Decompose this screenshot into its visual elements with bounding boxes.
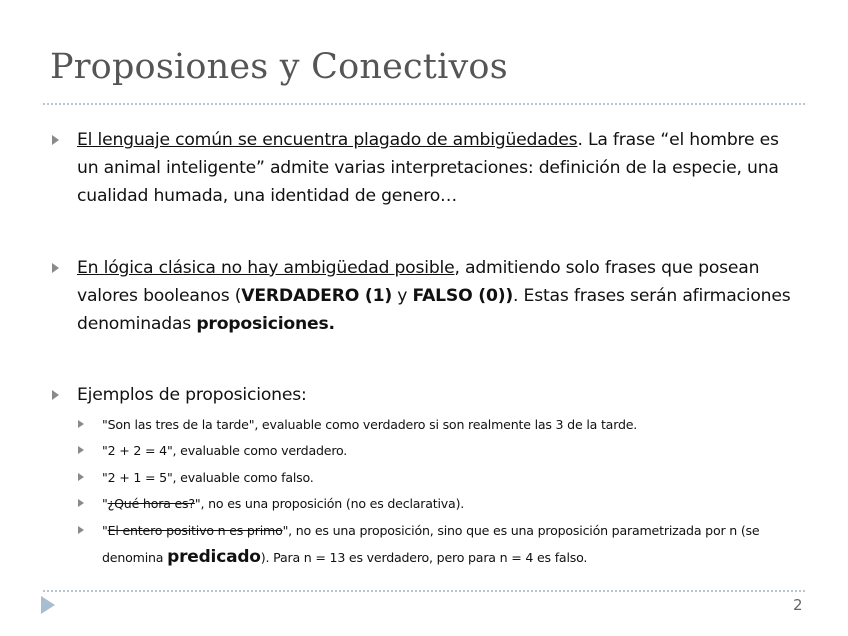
struck-text: ¿Qué hora es?	[107, 496, 195, 511]
bold-false: FALSO (0))	[412, 286, 514, 306]
footer-divider	[43, 590, 805, 592]
bold-true: VERDADERO (1)	[241, 286, 392, 306]
bold-predicado: predicado	[167, 547, 261, 567]
example-text: "Son las tres de la tarde", evaluable como verdadero si son realmente las 3 de la tarde.	[102, 417, 638, 432]
next-slide-arrow-icon[interactable]	[41, 596, 55, 614]
sub-bullet-arrow-icon	[78, 446, 84, 454]
slide-number: 2	[793, 596, 803, 614]
example-item	[102, 438, 797, 464]
sub-bullet-arrow-icon	[78, 526, 84, 534]
example-text: ", no es una proposición, sino que es una proposición parametrizada por n (se denomina	[102, 523, 760, 565]
bold-proposiciones: proposiciones.	[196, 314, 335, 334]
underlined-phrase: El lenguaje común se encuentra plagado de ambigüedades	[77, 130, 578, 150]
bullet-ambiguity	[77, 126, 797, 210]
example-text: "2 + 1 = 5", evaluable como falso.	[102, 470, 314, 485]
example-item	[102, 465, 797, 491]
sub-bullet-arrow-icon	[78, 420, 84, 428]
example-text: "	[102, 523, 108, 538]
title-divider	[43, 103, 805, 105]
bullet-arrow-icon	[52, 390, 59, 400]
slide-title: Proposiones y Conectivos	[50, 47, 508, 87]
bullet-arrow-icon	[52, 263, 59, 273]
bullet-text: y	[392, 286, 413, 306]
underlined-phrase: En lógica clásica no hay ambigüedad posible	[77, 258, 455, 278]
bullet-text: . Estas frases serán afirmaciones denominadas	[77, 286, 791, 334]
bullet-examples-heading	[77, 381, 797, 409]
sub-bullet-arrow-icon	[78, 473, 84, 481]
example-text: "2 + 2 = 4", evaluable como verdadero.	[102, 443, 348, 458]
bullet-text: Ejemplos de proposiciones:	[77, 385, 307, 405]
example-item	[102, 491, 797, 517]
struck-text: El entero positivo n es primo	[107, 523, 283, 538]
bullet-arrow-icon	[52, 135, 59, 145]
example-text: ). Para n = 13 es verdadero, pero para n = 4 es falso.	[260, 550, 588, 565]
bullet-text: . La frase “el hombre es un animal inteligente” admite varias interpretaciones: definición de la especie, una cualidad humada, una identidad de genero…	[77, 130, 779, 206]
example-item	[102, 518, 797, 571]
example-text: ", no es una proposición (no es declarativa).	[194, 496, 465, 511]
example-text: "	[102, 496, 108, 511]
bullet-text: , admitiendo solo frases que posean valores booleanos (	[77, 258, 760, 306]
example-item	[102, 412, 797, 438]
bullet-classical-logic	[77, 254, 797, 338]
sub-bullet-arrow-icon	[78, 499, 84, 507]
